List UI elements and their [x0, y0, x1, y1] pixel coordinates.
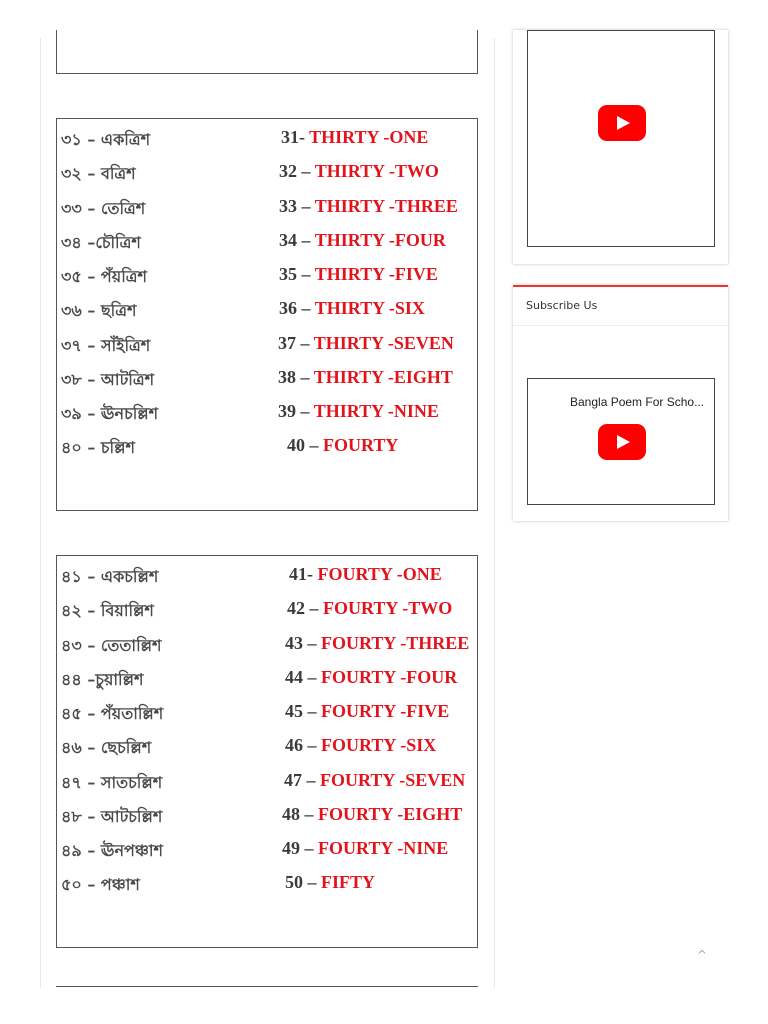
english-number-word: [285, 667, 457, 688]
english-number-word: [289, 564, 442, 585]
previous-number-table: [56, 30, 478, 74]
english-word-label: FOURTY -FIVE: [321, 701, 450, 721]
english-number-word: [279, 230, 446, 251]
table-row: [57, 564, 477, 594]
english-number-word: [279, 264, 438, 285]
bengali-number-word: ৪৫ – পঁয়তাল্লিশ: [61, 704, 164, 723]
english-word-label: THIRTY -FIVE: [314, 264, 438, 284]
table-row: [57, 435, 477, 465]
number-label: 45 –: [285, 701, 321, 721]
english-number-word: [279, 196, 458, 217]
next-number-table: [56, 986, 478, 987]
number-label: 48 –: [282, 804, 318, 824]
table-row: [57, 804, 477, 834]
english-number-word: [282, 804, 462, 825]
english-word-label: FOURTY -TWO: [323, 598, 453, 618]
number-label: 47 –: [284, 770, 320, 790]
english-number-word: [278, 401, 439, 422]
english-word-label: FOURTY -EIGHT: [318, 804, 463, 824]
english-number-word: [281, 127, 428, 148]
bengali-number-word: ৪৭ – সাতচল্লিশ: [61, 773, 163, 792]
english-number-word: [278, 367, 453, 388]
table-row: [57, 196, 477, 226]
number-label: 44 –: [285, 667, 321, 687]
bengali-number-word: ৩২ – বত্রিশ: [61, 164, 136, 183]
number-label: 37 –: [278, 333, 314, 353]
bengali-number-word: ৪৯ – ঊনপঞ্চাশ: [61, 841, 163, 860]
english-word-label: FOURTY: [323, 435, 399, 455]
youtube-play-icon[interactable]: [598, 105, 646, 141]
bengali-number-word: ৩৬ – ছত্রিশ: [61, 301, 137, 320]
number-label: 40 –: [287, 435, 323, 455]
english-word-label: FOURTY -THREE: [321, 633, 470, 653]
bengali-number-word: ৩১ – একত্রিশ: [61, 130, 151, 149]
number-label: 35 –: [279, 264, 315, 284]
number-label: 31-: [281, 127, 310, 147]
scroll-to-top-icon[interactable]: ^: [697, 948, 708, 962]
number-label: 33 –: [279, 196, 315, 216]
number-label: 34 –: [279, 230, 315, 250]
english-number-word: [285, 633, 469, 654]
table-row: [57, 633, 477, 663]
english-number-word: [285, 735, 436, 756]
bengali-number-word: ৩৫ – পঁয়ত্রিশ: [61, 267, 148, 286]
bengali-number-word: ৪০ – চল্লিশ: [61, 438, 135, 457]
number-label: 38 –: [278, 367, 314, 387]
table-row: [57, 367, 477, 397]
table-row: [57, 598, 477, 628]
youtube-play-icon[interactable]: [598, 424, 646, 460]
english-number-word: [279, 298, 425, 319]
english-word-label: THIRTY -EIGHT: [313, 367, 453, 387]
video-title[interactable]: Bangla Poem For Scho...: [570, 395, 705, 409]
bengali-number-word: ৩৮ – আটত্রিশ: [61, 370, 155, 389]
english-word-label: FOURTY -SEVEN: [320, 770, 466, 790]
bengali-number-word: ৪১ – একচল্লিশ: [61, 567, 159, 586]
number-label: 42 –: [287, 598, 323, 618]
english-word-label: THIRTY -ONE: [309, 127, 429, 147]
table-row: [57, 264, 477, 294]
bengali-number-word: ৪৬ – ছেচল্লিশ: [61, 738, 152, 757]
number-table-41-50: [56, 555, 478, 948]
number-label: 36 –: [279, 298, 315, 318]
number-label: 49 –: [282, 838, 318, 858]
subscribe-title: Subscribe Us: [526, 299, 598, 312]
english-word-label: THIRTY -FOUR: [314, 230, 446, 250]
english-number-word: [284, 770, 465, 791]
table-row: [57, 161, 477, 191]
youtube-embed[interactable]: [527, 378, 715, 505]
english-number-word: [279, 161, 439, 182]
bengali-number-word: ৩৪ –চৌত্রিশ: [61, 233, 141, 252]
bengali-number-word: ৫০ – পঞ্চাশ: [61, 875, 140, 894]
english-word-label: THIRTY -TWO: [314, 161, 439, 181]
bengali-number-word: ৪৮ – আটচল্লিশ: [61, 807, 163, 826]
english-number-word: [287, 598, 452, 619]
english-word-label: FOURTY -ONE: [317, 564, 442, 584]
table-row: [57, 401, 477, 431]
english-number-word: [278, 333, 454, 354]
table-row: [57, 333, 477, 363]
number-table-31-40: [56, 118, 478, 511]
bengali-number-word: ৩৭ – সাঁইত্রিশ: [61, 336, 151, 355]
number-label: 46 –: [285, 735, 321, 755]
english-word-label: THIRTY -NINE: [313, 401, 439, 421]
bengali-number-word: ৪২ – বিয়াল্লিশ: [61, 601, 154, 620]
table-row: [57, 127, 477, 157]
english-word-label: THIRTY -SIX: [314, 298, 425, 318]
bengali-number-word: ৪৪ –চুয়াল্লিশ: [61, 670, 144, 689]
bengali-number-word: ৩৩ – তেত্রিশ: [61, 199, 146, 218]
video-widget: [513, 30, 728, 264]
english-number-word: [282, 838, 448, 859]
widget-divider: [513, 325, 728, 326]
number-label: 32 –: [279, 161, 315, 181]
english-word-label: FOURTY -SIX: [321, 735, 437, 755]
english-number-word: [285, 872, 375, 893]
table-row: [57, 838, 477, 868]
number-label: 50 –: [285, 872, 321, 892]
number-label: 41-: [289, 564, 318, 584]
english-word-label: THIRTY -SEVEN: [313, 333, 454, 353]
number-label: 39 –: [278, 401, 314, 421]
bengali-number-word: ৪৩ – তেতাল্লিশ: [61, 636, 162, 655]
table-row: [57, 667, 477, 697]
table-row: [57, 230, 477, 260]
english-word-label: FIFTY: [321, 872, 375, 892]
english-word-label: FOURTY -FOUR: [321, 667, 458, 687]
table-row: [57, 298, 477, 328]
youtube-embed[interactable]: [527, 30, 715, 247]
table-row: [57, 735, 477, 765]
table-row: [57, 770, 477, 800]
english-word-label: THIRTY -THREE: [314, 196, 458, 216]
table-row: [57, 701, 477, 731]
english-number-word: [285, 701, 449, 722]
table-row: [57, 872, 477, 902]
english-word-label: FOURTY -NINE: [318, 838, 449, 858]
bengali-number-word: ৩৯ – ঊনচল্লিশ: [61, 404, 159, 423]
subscribe-widget: [513, 285, 728, 521]
number-label: 43 –: [285, 633, 321, 653]
english-number-word: [287, 435, 398, 456]
